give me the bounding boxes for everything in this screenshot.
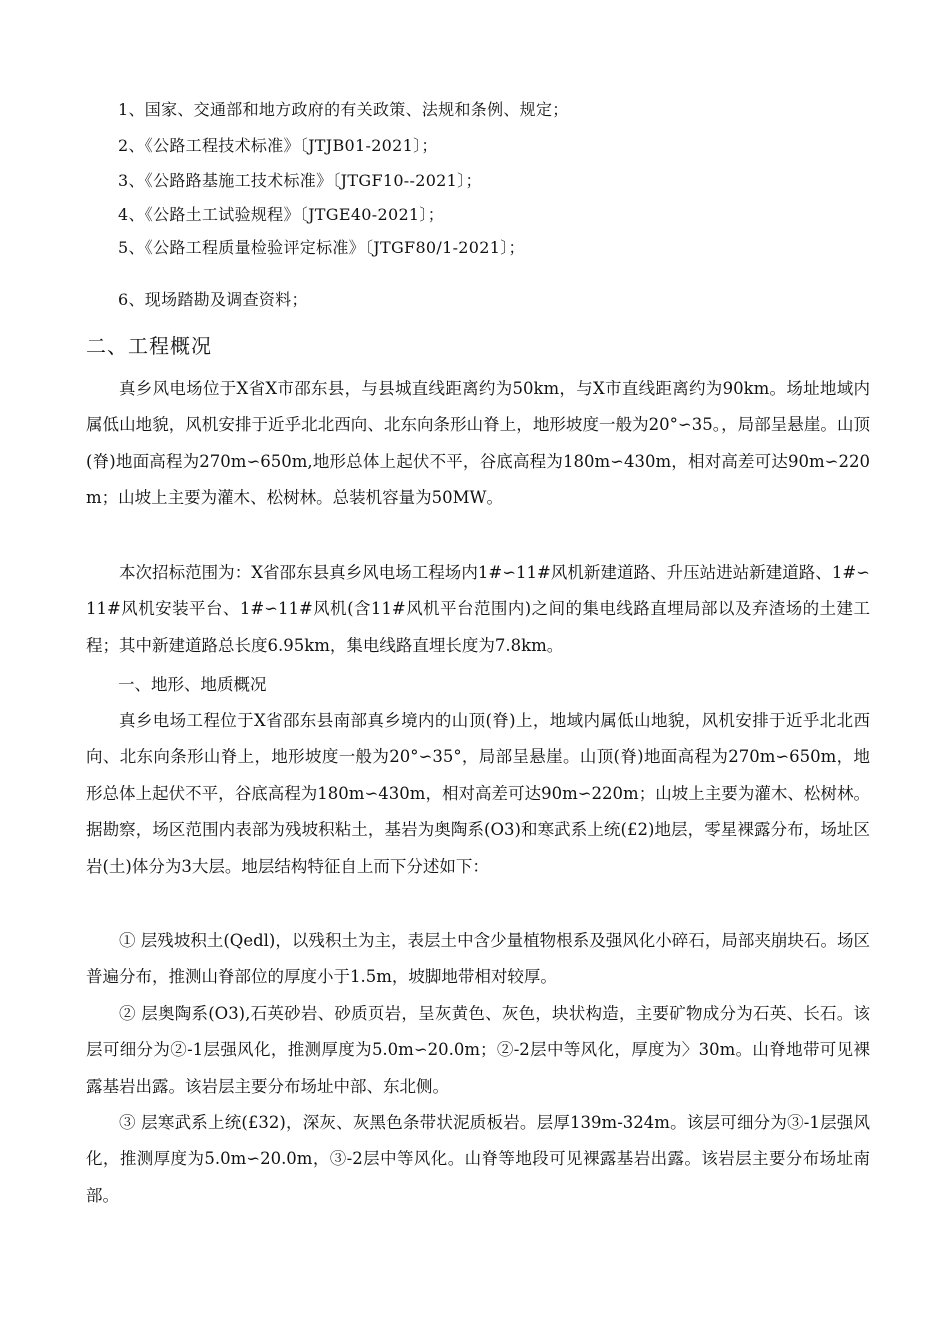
- reference-item-1: 1、国家、交通部和地方政府的有关政策、法规和条例、规定；: [118, 100, 569, 119]
- section-heading: 二、工程概况: [86, 334, 212, 358]
- reference-item-2: 2、《公路工程技术标准》〔JTJB01-2021〕；: [118, 136, 438, 155]
- layer-1-paragraph: ① 层残坡积土(Qedl)，以残积土为主，表层土中含少量植物根系及强风化小碎石，局部夹崩块石。场区普遍分布，推测山脊部位的厚度小于1.5m，坡脚地带相对较厚。: [86, 931, 870, 987]
- subsection-heading: 一、地形、地质概况: [118, 675, 267, 694]
- reference-item-3: 3、《公路路基施工技术标准》〔JTGF10--2021〕；: [118, 171, 482, 190]
- reference-item-5: 5、《公路工程质量检验评定标准》〔JTGF80/1-2021〕；: [118, 238, 525, 257]
- geology-paragraph: 真乡电场工程位于X省邵东县南部真乡境内的山顶(脊)上，地域内属低山地貌，风机安排于近乎北北西向、北东向条形山脊上，地形坡度一般为20°∽35°，局部呈悬崖。山顶(脊)地面高程为270m∽650m，地形总体上起伏不平，谷底高程为180m∽430m，相对高差可达90m∽220m；山坡上主要为灌木、松树林。据勘察，场区范围内表部为残坡积粘土，基岩为奥陶系(O3)和寒武系上统(£2)地层，零星裸露分布，场址区岩(土)体分为3大层。地层结构特征自上而下分述如下：: [86, 711, 870, 876]
- layer-2-paragraph: ② 层奥陶系(O3),石英砂岩、砂质页岩，呈灰黄色、灰色，块状构造，主要矿物成分为石英、长石。该层可细分为②-1层强风化，推测厚度为5.0m∽20.0m；②-2层中等风化，厚度为〉30m。山脊地带可见裸露基岩出露。该岩层主要分布场址中部、东北侧。: [86, 1004, 870, 1096]
- overview-paragraph-2: 本次招标范围为：X省邵东县真乡风电场工程场内1#∽11#风机新建道路、升压站进站新建道路、1#∽11#风机安装平台、1#∽11#风机(含11#风机平台范围内)之间的集电线路直埋局部以及弃渣场的土建工程；其中新建道路总长度6.95km，集电线路直埋长度为7.8km。: [86, 563, 870, 655]
- reference-item-4: 4、《公路土工试验规程》〔JTGE40-2021〕；: [118, 205, 445, 224]
- reference-item-6: 6、现场踏勘及调查资料；: [118, 290, 308, 309]
- layer-3-paragraph: ③ 层寒武系上统(£32)，深灰、灰黑色条带状泥质板岩。层厚139m-324m。该层可细分为③-1层强风化，推测厚度为5.0m∽20.0m，③-2层中等风化。山脊等地段可见裸露基岩出露。该岩层主要分布场址南部。: [86, 1113, 870, 1205]
- overview-paragraph-1: 真乡风电场位于X省X市邵东县，与县城直线距离约为50km，与X市直线距离约为90km。场址地域内属低山地貌，风机安排于近乎北北西向、北东向条形山脊上，地形坡度一般为20°∽35。，局部呈悬崖。山顶(脊)地面高程为270m∽650m,地形总体上起伏不平，谷底高程为180m∽430m，相对高差可达90m∽220m；山坡上主要为灌木、松树林。总装机容量为50MW。: [86, 379, 870, 508]
